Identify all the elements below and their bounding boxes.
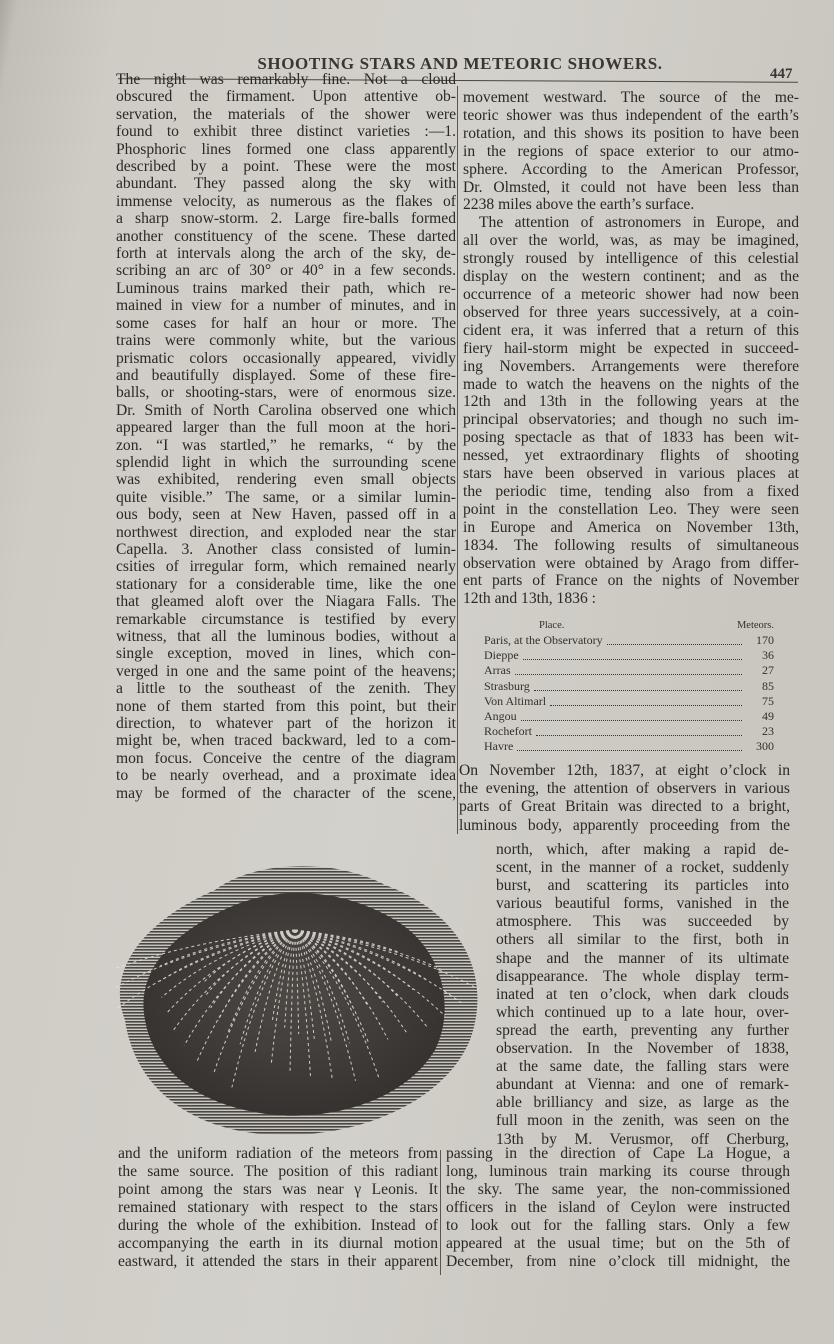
text-line: mained in view for a number of minutes, and in xyxy=(116,297,456,315)
right-column-bottom-text xyxy=(446,1145,790,1271)
text-line: December, from nine o’clock till midnight, the xyxy=(446,1253,790,1270)
right-column-paragraph xyxy=(459,762,790,835)
dot-leader xyxy=(536,727,742,736)
text-line: 13th by M. Verusmor, off Cherburg, xyxy=(496,1130,789,1148)
text-line: the evening, the attention of observers in various xyxy=(459,780,790,798)
text-line: remarkable circumstance is testified by every xyxy=(116,610,456,628)
meteor-count-table xyxy=(484,620,774,755)
text-line: able brilliancy and size, as large as the xyxy=(496,1094,789,1112)
text-line: luminous body, apparently proceeding from the xyxy=(459,816,790,834)
text-line: appeared at the usual time; but on the 5th of xyxy=(446,1235,790,1252)
text-line: The attention of astronomers in Europe, and xyxy=(479,214,799,232)
text-line: single exception, moved in lines, which con- xyxy=(116,645,456,663)
text-line: abundant at Vienna: and one of remark- xyxy=(496,1076,789,1094)
text-line: cident era, it was inferred that a return of this xyxy=(463,321,799,339)
text-line: all over the world, was, as may be imagined, xyxy=(463,232,799,250)
text-line: rotation, and this shows its position to have been xyxy=(463,124,799,142)
text-line: observation. In the November of 1838, xyxy=(496,1040,789,1058)
meteors-cell: 85 xyxy=(762,678,774,693)
text-line: may be formed of the character of the scene, xyxy=(116,784,456,802)
table-row xyxy=(484,724,774,739)
text-line: ent parts of France on the nights of November xyxy=(463,572,799,590)
dot-leader xyxy=(607,636,742,645)
text-line: north, which, after making a rapid de- xyxy=(496,841,789,858)
place-cell: Dieppe xyxy=(484,648,519,663)
text-line: immense velocity, as numerous as the flakes of xyxy=(116,192,456,210)
text-line: made to watch the heavens on the nights of the xyxy=(463,375,799,393)
column-divider xyxy=(457,86,458,834)
dot-leader xyxy=(517,742,742,751)
text-line: a sharp snow-storm. 2. Large fire-balls formed xyxy=(116,210,456,228)
dot-leader xyxy=(550,697,742,706)
text-line: quite visible.” The same, or a similar lumin- xyxy=(116,488,456,506)
place-cell: Strasburg xyxy=(484,678,530,693)
page-number: 447 xyxy=(770,66,793,82)
text-line: ous body, seen at New Haven, passed off in a xyxy=(116,506,456,524)
table-header-place: Place. xyxy=(539,620,565,631)
table-row xyxy=(484,694,774,709)
meteors-cell: 27 xyxy=(762,663,774,678)
text-line: which continued up to a late hour, over- xyxy=(496,1003,789,1021)
dot-leader xyxy=(515,666,742,675)
text-line: full moon in the zenith, was seen on the xyxy=(496,1112,789,1130)
text-line: was exhibited, rendering even small objects xyxy=(116,471,456,489)
text-line: csities of irregular form, which remained nearly xyxy=(116,558,456,576)
text-line: parts of Great Britain was directed to a bright, xyxy=(459,798,790,816)
text-line: a little to the southeast of the zenith. They xyxy=(116,680,456,698)
text-line: witness, that all the luminous bodies, without a xyxy=(116,628,456,645)
text-line: and beautifully displayed. Some of these fire- xyxy=(116,366,456,384)
place-cell: Havre xyxy=(484,739,514,754)
dot-leader xyxy=(523,651,742,660)
text-line: atmosphere. This was succeeded by xyxy=(496,913,789,931)
text-line: stationary for a considerable time, like the one xyxy=(116,575,456,593)
text-line: Phosphoric lines formed one class apparently xyxy=(116,140,456,158)
text-line: found to exhibit three distinct varieties :—1. xyxy=(116,123,456,141)
text-line: fiery hail-storm might be expected in succeed- xyxy=(463,339,799,357)
text-line: sphere. According to the American Professor, xyxy=(463,160,799,178)
text-line: nessed, yet extraordinary flights of shooting xyxy=(463,447,799,465)
text-line: prismatic colors occasionally appeared, vividly xyxy=(116,349,456,367)
text-line: observed for three years successively, at a coin- xyxy=(463,303,799,321)
text-line: in the regions of space exterior to our atmo- xyxy=(463,142,799,160)
text-line: officers in the island of Ceylon were instructed xyxy=(446,1199,790,1216)
left-column-bottom-text xyxy=(118,1145,438,1271)
text-line: Capella. 3. Another class consisted of lumin- xyxy=(116,540,456,558)
text-line: another constituency of the scene. These darted xyxy=(116,227,456,245)
text-line: obscured the firmament. Upon attentive ob- xyxy=(116,88,456,106)
text-line: 12th and 13th, 1836 : xyxy=(463,590,596,608)
running-header: SHOOTING STARS AND METEORIC SHOWERS. xyxy=(257,54,663,73)
text-line: scent, in the manner of a rocket, suddenly xyxy=(496,859,789,877)
text-line: shape and the manner of its ultimate xyxy=(496,949,789,967)
text-line: and the uniform radiation of the meteors from xyxy=(118,1145,438,1162)
meteors-cell: 23 xyxy=(762,724,774,739)
text-line: splendid light in which the surrounding scene xyxy=(116,453,456,471)
text-line: verged in one and the same point of the heavens; xyxy=(116,662,456,680)
text-line: during the whole of the exhibition. Instead of xyxy=(118,1217,438,1234)
text-line: passing in the direction of Cape La Hogue, a xyxy=(446,1145,790,1162)
meteors-cell: 49 xyxy=(762,709,774,724)
text-line: disappearance. The whole display term- xyxy=(496,967,789,985)
text-line: northwest direction, and exploded near the star xyxy=(116,523,456,541)
meteors-cell: 75 xyxy=(762,693,774,708)
column-divider-bottom xyxy=(440,1150,441,1275)
place-cell: Von Altimarl xyxy=(484,693,547,708)
place-cell: Paris, at the Observatory xyxy=(484,633,603,648)
meteor-shower-illustration xyxy=(85,850,485,1145)
text-line: that gleamed aloft over the Niagara Falls. The xyxy=(116,593,456,611)
right-column-text xyxy=(463,89,799,608)
table-row xyxy=(484,739,774,754)
text-line: accompanying the earth in its diurnal motion xyxy=(118,1235,438,1252)
text-line: might be, when traced backward, led to a com- xyxy=(116,732,456,750)
text-line: strongly roused by intelligence of this celestial xyxy=(463,250,799,268)
text-line: others all similar to the first, both in xyxy=(496,931,789,949)
text-line: occurrence of a meteoric shower had now been xyxy=(463,285,799,303)
text-line: in Europe and America on November 13th, xyxy=(463,518,799,536)
text-line: trains were commonly white, but the various xyxy=(116,332,456,350)
text-line: On November 12th, 1837, at eight o’clock in xyxy=(459,762,790,779)
place-cell: Angou xyxy=(484,709,517,724)
text-line: at the same date, the falling stars were xyxy=(496,1058,789,1076)
text-line: observation were obtained by Arago from differ- xyxy=(463,554,799,572)
text-line: appeared larger than the full moon at the hori- xyxy=(116,419,456,437)
text-line: the periodic time, tending also from a fixed xyxy=(463,482,799,500)
text-line: direction, to whatever part of the horizon it xyxy=(116,715,456,733)
text-line: 2238 miles above the earth’s surface. xyxy=(463,196,695,214)
text-line: burst, and scattering its particles into xyxy=(496,877,789,895)
text-line: posing spectacle as that of 1833 has been wit- xyxy=(463,429,799,447)
text-line: movement westward. The source of the me- xyxy=(463,89,799,106)
text-line: the sky. The same year, the non-commissioned xyxy=(446,1181,790,1198)
text-line: display on the western continent; and as the xyxy=(463,268,799,286)
dot-leader xyxy=(521,712,742,721)
text-line: 1834. The following results of simultaneous xyxy=(463,536,799,554)
text-line: Dr. Olmsted, it could not have been less than xyxy=(463,178,799,196)
text-line: inated at ten o’clock, when dark clouds xyxy=(496,985,789,1003)
table-row xyxy=(484,679,774,694)
text-line: the same source. The position of this radiant xyxy=(118,1163,438,1180)
text-line: Dr. Smith of North Carolina observed one which xyxy=(116,401,456,419)
text-line: to be nearly overhead, and a proximate idea xyxy=(116,767,456,785)
table-row xyxy=(484,633,774,648)
table-row xyxy=(484,648,774,663)
text-line: The night was remarkably fine. Not a cloud xyxy=(116,71,456,88)
text-line: to look out for the falling stars. Only a few xyxy=(446,1217,790,1234)
text-line: Luminous trains marked their path, which re- xyxy=(116,279,456,297)
text-line: 12th and 13th in the following years at the xyxy=(463,393,799,411)
text-line: point in the constellation Leo. They were seen xyxy=(463,500,799,518)
text-line: remained stationary with respect to the stars xyxy=(118,1199,438,1216)
text-line: forth at intervals along the arch of the sky, de- xyxy=(116,245,456,263)
text-line: servation, the materials of the shower were xyxy=(116,105,456,123)
right-column-wrapped-text xyxy=(496,841,789,1149)
text-line: spread the earth, preventing any further xyxy=(496,1021,789,1039)
text-line: scribing an arc of 30° or 40° in a few seconds. xyxy=(116,262,456,280)
text-line: described by a point. These were the most xyxy=(116,158,456,176)
dot-leader xyxy=(534,682,742,691)
place-cell: Arras xyxy=(484,663,511,678)
text-line: ing Novembers. Arrangements were therefore xyxy=(463,357,799,375)
text-line: point among the stars was near γ Leonis. It xyxy=(118,1181,438,1198)
text-line: abundant. They passed along the sky with xyxy=(116,175,456,193)
table-header-meteors: Meteors. xyxy=(736,620,774,631)
meteors-cell: 170 xyxy=(756,633,774,648)
text-line: teoric shower was thus independent of the earth’s xyxy=(463,106,799,124)
text-line: none of them started from this point, but their xyxy=(116,697,456,715)
text-line: balls, or shooting-stars, were of enormous size. xyxy=(116,384,456,402)
text-line: some cases for half an hour or more. The xyxy=(116,314,456,332)
text-line: principal observatories; and though no such im- xyxy=(463,411,799,429)
text-line: mon focus. Conceive the centre of the diagram xyxy=(116,749,456,767)
text-line: long, luminous train marking its course through xyxy=(446,1163,790,1180)
meteors-cell: 36 xyxy=(762,648,774,663)
text-line: various beautiful forms, vanished in the xyxy=(496,895,789,913)
meteors-cell: 300 xyxy=(756,739,774,754)
text-line: stars have been observed in various places at xyxy=(463,465,799,483)
table-row xyxy=(484,709,774,724)
table-row xyxy=(484,663,774,678)
left-column-text xyxy=(116,71,456,802)
text-line: eastward, it attended the stars in their apparent xyxy=(118,1253,438,1270)
text-line: zon. “I was startled,” he remarks, “ by the xyxy=(116,436,456,454)
place-cell: Rochefort xyxy=(484,724,532,739)
